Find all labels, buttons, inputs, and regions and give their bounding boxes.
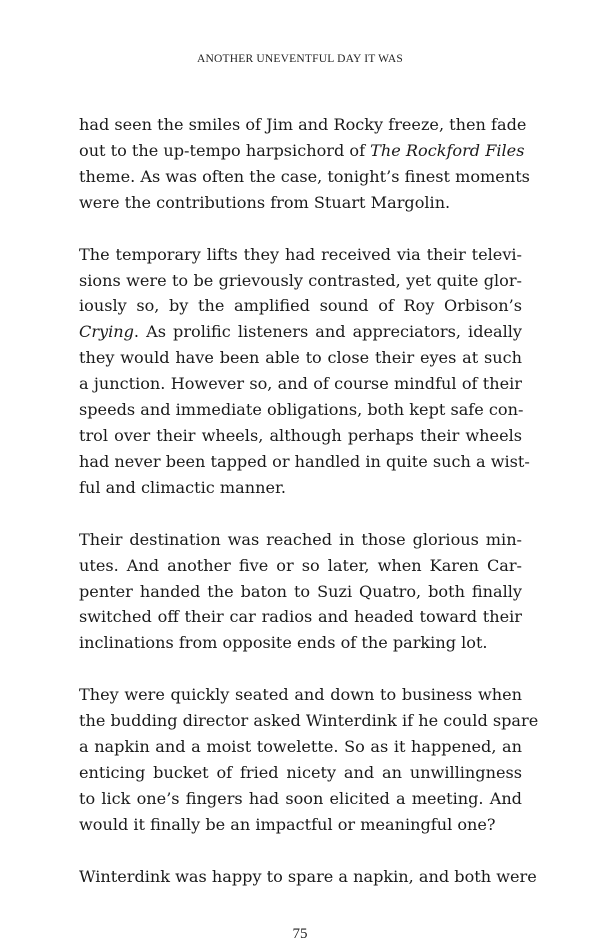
text-line: had never been tapped or handled in quite such a wist- [79,451,530,471]
text-line [79,138,525,164]
text-line: enticing bucket of fried nicety and an unwillingness [79,762,522,782]
text-line: speeds and immediate obligations, both kept safe con- [79,400,524,420]
text-line: would it finally be an impactful or meaningful one? [79,814,496,834]
text-line: sions were to be grievously contrasted, yet quite glor- [79,270,522,290]
running-head: ANOTHER UNEVENTFUL DAY IT WAS [197,53,403,65]
paragraph [79,242,530,501]
text-line: switched off their car radios and headed toward their [79,607,522,627]
text-line [79,319,522,345]
text-line: the budding director asked Winterdink if he could spare [79,711,539,731]
paragraph [79,112,530,216]
text-line: Their destination was reached in those glorious min- [79,529,522,549]
text-line: they would have been able to close their eyes at such [79,348,522,368]
text-line: a junction. However so, and of course mindful of their [79,374,522,394]
text-segment: . As prolific listeners and appreciators, ideally [133,322,522,342]
text-line: trol over their wheels, although perhaps their wheels [79,425,522,445]
song-title: Crying [79,322,134,342]
text-line: Winterdink was happy to spare a napkin, and both were [79,866,537,886]
paragraph [79,864,537,890]
text-line: were the contributions from Stuart Margolin. [79,192,451,212]
text-line: The temporary lifts they had received via their televi- [79,244,522,264]
text-line: theme. As was often the case, tonight’s finest moments [79,166,530,186]
text-line: They were quickly seated and down to business when [79,685,522,705]
page-number: 75 [292,926,308,942]
page-body [79,112,539,916]
text-line: utes. And another five or so later, when Karen Car- [79,555,522,575]
text-line: a napkin and a moist towelette. So as it happened, an [79,737,522,757]
text-line: iously so, by the amplified sound of Roy Orbison’s [79,296,522,316]
text-line: had seen the smiles of Jim and Rocky freeze, then fade [79,115,527,134]
text-line: penter handed the baton to Suzi Quatro, both finally [79,581,522,601]
paragraph [79,682,539,837]
paragraph [79,527,522,657]
text-line: ful and climactic manner. [79,477,287,497]
show-title: The Rockford Files [370,140,525,160]
text-line: inclinations from opposite ends of the parking lot. [79,633,488,653]
text-segment: out to the up-tempo harpsichord of [79,140,371,160]
text-line: to lick one’s fingers had soon elicited a meeting. And [79,788,522,808]
